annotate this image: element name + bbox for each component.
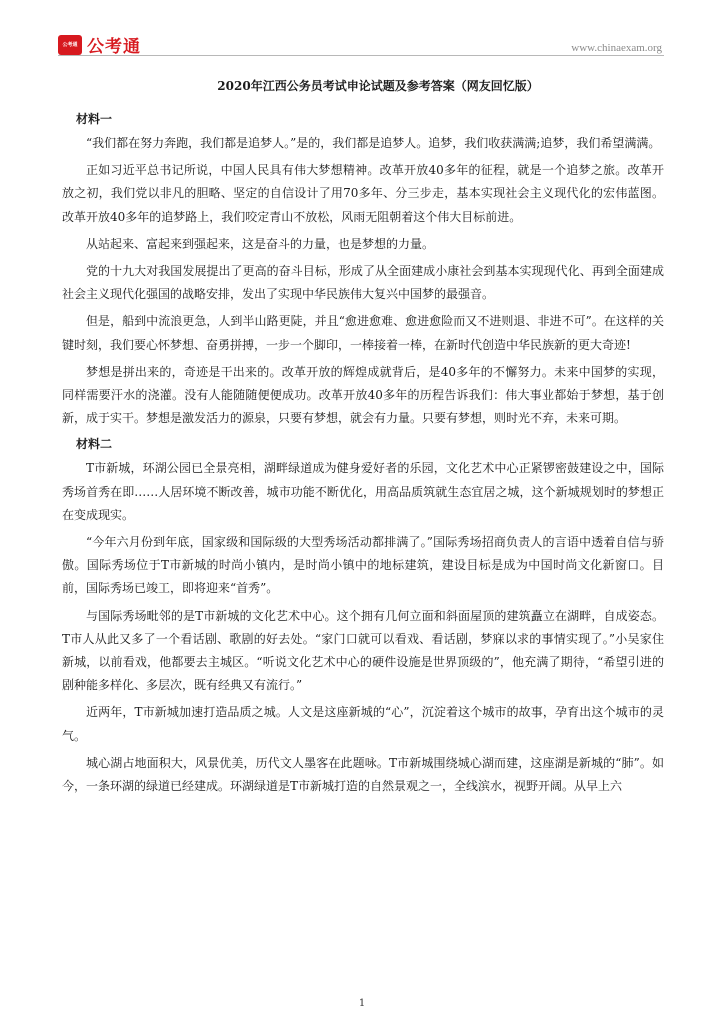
header-divider (58, 55, 664, 56)
site-url[interactable]: www.chinaexam.org (571, 42, 662, 54)
paragraph: “今年六月份到年底，国家级和国际级的大型秀场活动都排满了。”国际秀场招商负责人的言语中透着自信与骄傲。国际秀场位于T市新城的时尚小镇内，是时尚小镇中的地标建筑，建设目标是成为中国时尚文化新窗口。目前，国际秀场已竣工，即将迎来“首秀”。 (62, 535, 664, 596)
paragraph: T市新城，环湖公园已全景亮相，湖畔绿道成为健身爱好者的乐园，文化艺术中心正紧锣密鼓建设之中，国际秀场首秀在即……人居环境不断改善，城市功能不断优化，用高品质筑就生态宜居之城，这个新城规划时的梦想正在变成现实。 (62, 461, 664, 522)
document-body (62, 77, 664, 802)
paragraph: “我们都在努力奔跑，我们都是追梦人。”是的，我们都是追梦人。追梦，我们收获满满;追梦，我们希望满满。 (86, 136, 661, 150)
paragraph: 党的十九大对我国发展提出了更高的奋斗目标，形成了从全面建成小康社会到基本实现现代化、再到全面建成社会主义现代化强国的战略安排，发出了实现中华民族伟大复兴中国梦的最强音。 (62, 264, 664, 302)
logo-text: 公考通 (87, 37, 141, 57)
paragraph: 城心湖占地面积大，风景优美，历代文人墨客在此题咏。T市新城围绕城心湖而建，这座湖是新城的“肺”。如今，一条环湖的绿道已经建成。环湖绿道是T市新城打造的自然景观之一，全线滨水，视野开阔。从早上六 (62, 755, 664, 794)
brand-logo[interactable] (58, 32, 141, 57)
paragraph: 正如习近平总书记所说，中国人民具有伟大梦想精神。改革开放40多年的征程，就是一个追梦之旅。改革开放之初，我们党以非凡的胆略、坚定的自信设计了用70多年、分三步走，基本实现社会主义现代化的宏伟蓝图。改革开放40多年的追梦路上，我们咬定青山不放松，风雨无阻朝着这个伟大目标前进。 (62, 163, 664, 224)
paragraph: 近两年，T市新城加速打造品质之城。人文是这座新城的“心”，沉淀着这个城市的故事，孕育出这个城市的灵气。 (62, 705, 664, 743)
paragraph: 从站起来、富起来到强起来，这是奋斗的力量，也是梦想的力量。 (86, 236, 435, 251)
section-material-1 (62, 109, 664, 430)
section-material-2 (62, 434, 664, 798)
logo-badge-icon: 公考通 (58, 35, 82, 55)
page-number: 1 (358, 998, 366, 1009)
paragraph: 梦想是拼出来的，奇迹是干出来的。改革开放的辉煌成就背后，是40多年的不懈努力。未来中国梦的实现，同样需要汗水的浇灌。没有人能随随便便成功。改革开放40多年的历程告诉我们：伟大事业都始于梦想，基于创新，成于实干。梦想是激发活力的源泉，只要有梦想，就会有力量。只要有梦想，则时光不弃，未来可期。 (62, 364, 664, 426)
page-header (58, 30, 664, 58)
document-title: 2020年江西公务员考试申论试题及参考答案（网友回忆版） (217, 79, 539, 93)
section-heading: 材料一 (76, 112, 113, 126)
section-heading: 材料二 (76, 437, 113, 452)
paragraph: 但是，船到中流浪更急，人到半山路更陡，并且“愈进愈难、愈进愈险而又不进则退、非进不可”。在这样的关键时刻，我们要心怀梦想、奋勇拼搏，一步一个脚印，一棒接着一棒，在新时代创造中华民族新的更大奇迹! (62, 314, 664, 352)
paragraph: 与国际秀场毗邻的是T市新城的文化艺术中心。这个拥有几何立面和斜面屋顶的建筑矗立在湖畔，自成姿态。T市人从此又多了一个看话剧、歌剧的好去处。“家门口就可以看戏、看话剧，梦寐以求的事情实现了。”小吴家住新城，以前看戏，他都要去主城区。“听说文化艺术中心的硬件设施是世界顶级的”，他充满了期待，“希望引进的剧种能多样化、多层次，既有经典又有流行。” (62, 608, 664, 693)
